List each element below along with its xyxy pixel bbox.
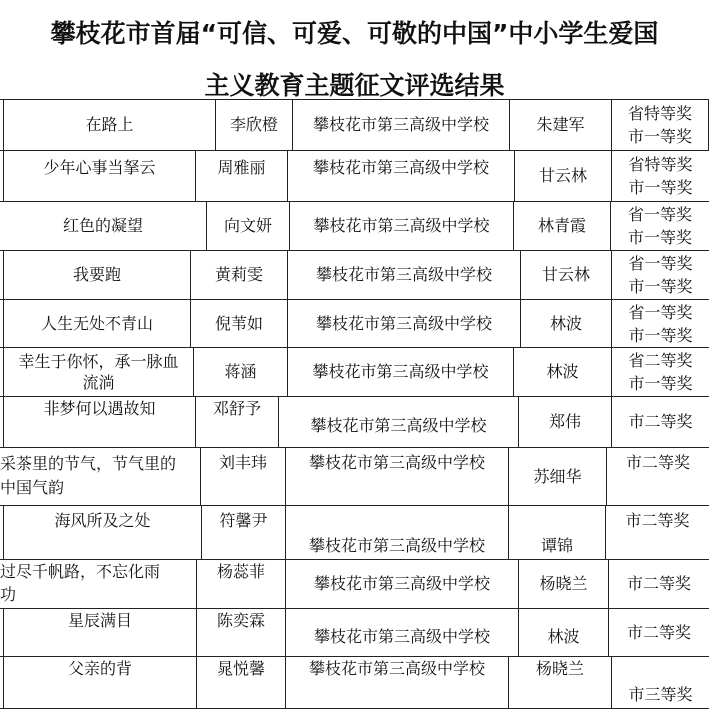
table-row xyxy=(0,506,709,559)
provincial-award: 省一等奖 xyxy=(628,302,693,322)
teacher-cell: 甘云林 xyxy=(520,251,611,299)
city-award: 市一等奖 xyxy=(628,374,693,393)
city-award: 市一等奖 xyxy=(627,228,692,247)
school-cell: 攀枝花市第三高级中学校 xyxy=(287,300,520,347)
school-cell: 攀枝花市第三高级中学校 xyxy=(285,448,508,505)
author-cell: 蒋涵 xyxy=(193,348,287,396)
teacher-cell: 杨晓兰 xyxy=(518,560,608,608)
table-row xyxy=(0,448,709,505)
award-cell: 市二等奖 xyxy=(606,448,709,505)
essay-title-cell: 在路上 xyxy=(3,100,215,150)
essay-title-cell: 少年心事当拏云 xyxy=(3,151,195,201)
author-cell: 陈奕霖 xyxy=(196,609,285,656)
teacher-cell: 林波 xyxy=(518,609,608,656)
award-cell xyxy=(611,348,709,396)
author-cell: 周雅丽 xyxy=(195,151,287,201)
essay-title-cell xyxy=(0,448,200,505)
school-cell: 攀枝花市第三高级中学校 xyxy=(292,100,509,150)
city-award: 市一等奖 xyxy=(628,325,693,345)
table-row xyxy=(0,348,709,396)
table-row xyxy=(0,202,709,250)
teacher-cell: 郑伟 xyxy=(518,397,611,447)
author-cell: 黄莉雯 xyxy=(190,251,287,299)
essay-title-line2: 中国气韵 xyxy=(0,478,65,497)
table-row xyxy=(0,397,709,447)
provincial-award: 省一等奖 xyxy=(628,254,693,273)
award-cell: 市二等奖 xyxy=(605,506,709,559)
school-cell: 攀枝花市第三高级中学校 xyxy=(278,397,518,447)
provincial-award: 省特等奖 xyxy=(628,155,693,174)
award-cell: 市二等奖 xyxy=(608,560,709,608)
award-cell: 市三等奖 xyxy=(611,657,709,708)
essay-title-line1: 采茶里的节气，节气里的 xyxy=(0,454,177,473)
teacher-cell: 苏细华 xyxy=(508,448,606,505)
essay-title-cell: 红色的凝望 xyxy=(62,216,143,235)
provincial-award: 省二等奖 xyxy=(628,351,693,370)
school-cell: 攀枝花市第三高级中学校 xyxy=(285,506,508,559)
award-cell xyxy=(611,100,709,150)
table-border-bottom xyxy=(0,708,709,709)
author-cell: 向文妍 xyxy=(206,202,289,250)
award-cell xyxy=(610,202,709,250)
author-cell: 刘丰玮 xyxy=(200,448,285,505)
provincial-award: 省特等奖 xyxy=(627,104,692,123)
essay-title-cell: 人生无处不青山 xyxy=(3,300,190,347)
essay-title-cell: 非梦何以遇故知 xyxy=(3,397,195,447)
table-row xyxy=(0,560,709,608)
author-cell: 倪苇如 xyxy=(190,300,287,347)
essay-title-cell: 我要跑 xyxy=(3,251,190,299)
award-cell xyxy=(611,251,709,299)
school-cell: 攀枝花市第三高级中学校 xyxy=(287,251,520,299)
award-cell xyxy=(611,300,709,347)
school-cell: 攀枝花市第三高级中学校 xyxy=(285,609,518,656)
school-cell: 攀枝花市第三高级中学校 xyxy=(285,560,518,608)
table-row xyxy=(0,300,709,347)
table-row xyxy=(0,151,709,201)
essay-title-cell: 父亲的背 xyxy=(3,657,196,708)
author-cell: 晁悦馨 xyxy=(196,657,285,708)
table-row xyxy=(0,100,709,150)
essay-title-cell xyxy=(3,348,193,396)
teacher-cell: 林波 xyxy=(513,348,611,396)
page-title: 攀枝花市首届“可信、可爱、可敬的中国”中小学生爱国 xyxy=(50,19,659,48)
teacher-cell: 朱建军 xyxy=(509,100,611,150)
author-cell: 李欣橙 xyxy=(215,100,292,150)
provincial-award: 省一等奖 xyxy=(627,205,692,224)
essay-title-line2: 功 xyxy=(0,585,17,604)
city-award: 市一等奖 xyxy=(628,178,693,197)
school-cell: 攀枝花市第三高级中学校 xyxy=(289,202,513,250)
school-cell: 攀枝花市第三高级中学校 xyxy=(287,348,513,396)
award-cell xyxy=(611,151,709,201)
essay-title-cell: 海风所及之处 xyxy=(3,506,201,559)
page-subtitle: 主义教育主题征文评选结果 xyxy=(204,71,505,100)
school-cell: 攀枝花市第三高级中学校 xyxy=(287,151,514,201)
essay-title-line1: 过尽千帆路，不忘化雨 xyxy=(0,562,161,581)
teacher-cell: 杨晓兰 xyxy=(508,657,611,708)
award-cell: 市二等奖 xyxy=(608,609,709,656)
author-cell: 邓舒予 xyxy=(195,397,278,447)
essay-title-line2: 流淌 xyxy=(82,373,115,392)
author-cell: 符馨尹 xyxy=(201,506,285,559)
teacher-cell: 甘云林 xyxy=(514,151,611,201)
author-cell: 杨蕊菲 xyxy=(196,560,285,608)
teacher-cell: 谭锦 xyxy=(508,506,605,559)
table-row xyxy=(0,657,709,708)
school-cell: 攀枝花市第三高级中学校 xyxy=(285,657,508,708)
table-row xyxy=(0,251,709,299)
essay-title-cell: 星辰满目 xyxy=(3,609,196,656)
teacher-cell: 林波 xyxy=(520,300,611,347)
award-cell: 市二等奖 xyxy=(611,397,709,447)
essay-title-line1: 幸生于你怀，承一脉血 xyxy=(18,352,179,371)
teacher-cell: 林青霞 xyxy=(513,202,610,250)
table-row xyxy=(0,609,709,656)
city-award: 市一等奖 xyxy=(628,277,693,296)
city-award: 市一等奖 xyxy=(627,127,692,146)
essay-title-cell xyxy=(0,560,196,608)
